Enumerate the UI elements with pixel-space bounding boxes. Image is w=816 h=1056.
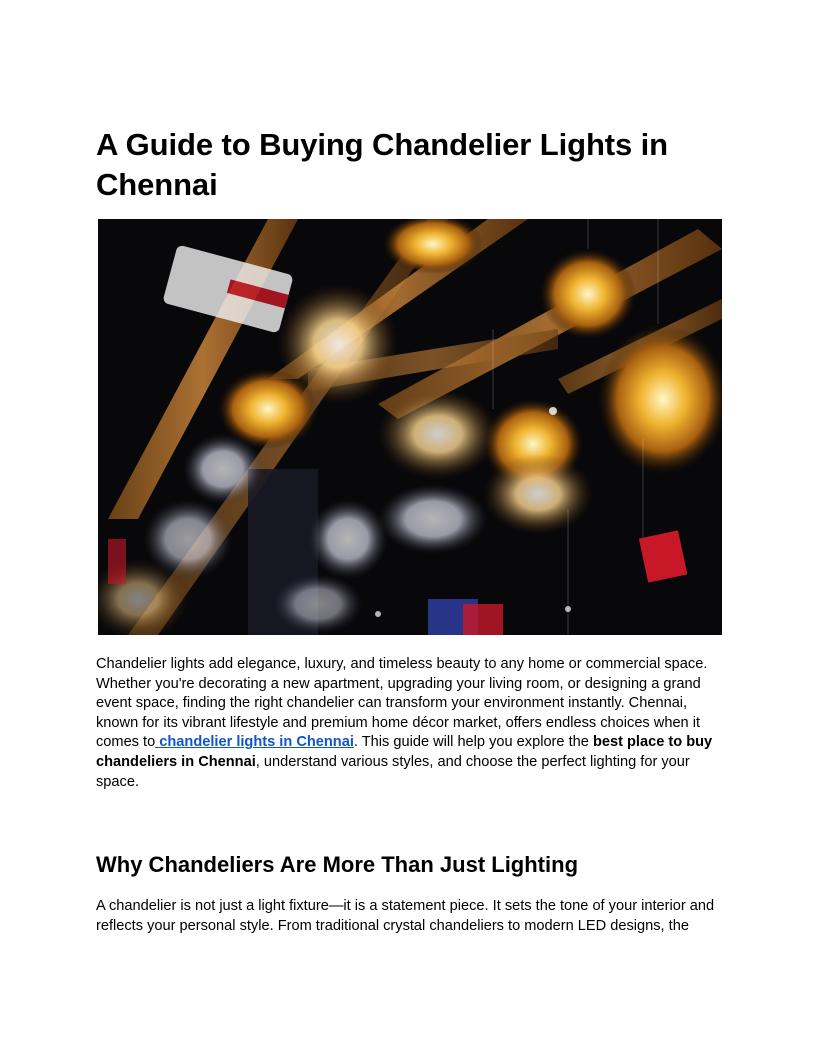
intro-text-3: , understand various styles, and choose the perfect lighting for your space.	[96, 753, 690, 790]
page-title: A Guide to Buying Chandelier Lights in Chennai	[96, 127, 669, 202]
section-heading: Why Chandeliers Are More Than Just Lighting	[96, 852, 579, 877]
intro-paragraph	[96, 655, 720, 792]
chandelier-lights-link[interactable]: chandelier lights in Chennai	[155, 734, 354, 751]
intro-text-2: . This guide will help you explore the	[353, 734, 593, 751]
hero-image	[98, 219, 722, 635]
chandelier-showroom-photo	[98, 219, 722, 635]
intro-text-1: Chandelier lights add elegance, luxury, and timeless beauty to any home or commercial space. Whether you're decorating a new apartment, upgrading your living room, or designing a grand event space, finding the right chandelier can transform your environment instantly. Chennai, known for its vibrant lifestyle and premium home décor market, offers endless choices when it comes to	[96, 656, 708, 751]
section-paragraph: A chandelier is not just a light fixture—it is a statement piece. It sets the tone of your interior and reflects your personal style. From traditional crystal chandeliers to modern LED designs, the	[96, 898, 715, 934]
intro-bold-text: best place to buy chandeliers in Chennai	[96, 734, 713, 770]
